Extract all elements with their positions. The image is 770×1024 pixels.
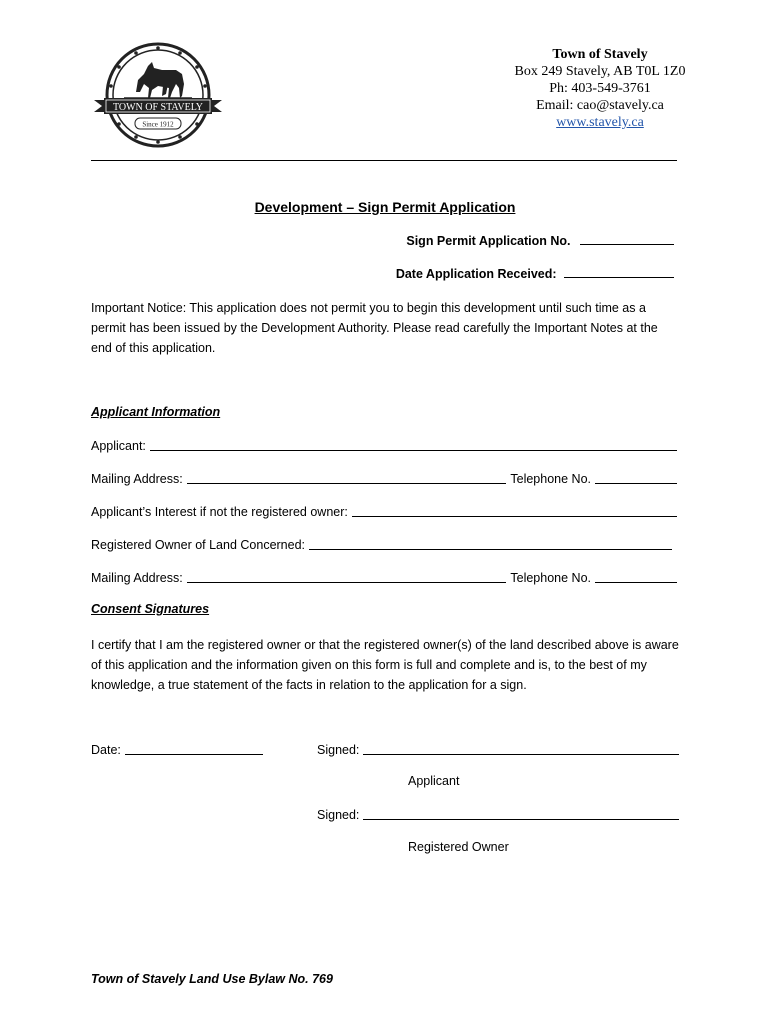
owner-mailing-address-input-line[interactable]: [187, 570, 507, 583]
contact-block: [480, 46, 720, 131]
logo-since-text: Since 1912: [142, 120, 174, 129]
applicant-field[interactable]: [91, 437, 677, 453]
applicant-input-line[interactable]: [150, 438, 677, 451]
application-number-label: Sign Permit Application No.: [406, 234, 571, 248]
owner-mailing-address-label: Mailing Address:: [91, 571, 183, 585]
form-title: Development – Sign Permit Application: [254, 199, 516, 215]
owner-mailing-address-field[interactable]: [91, 569, 677, 585]
applicant-interest-input-line[interactable]: [352, 504, 677, 517]
registered-owner-field[interactable]: [91, 536, 677, 552]
applicant-section-title: Applicant Information: [91, 405, 221, 419]
consent-section-title: Consent Signatures: [91, 602, 210, 616]
telephone-input-line[interactable]: [595, 471, 677, 484]
applicant-label: Applicant:: [91, 439, 146, 453]
mailing-address-input-line[interactable]: [187, 471, 507, 484]
org-address: Box 249 Stavely, AB T0L 1Z0: [514, 64, 686, 79]
town-logo: [92, 40, 224, 150]
date-input-line[interactable]: [125, 742, 263, 755]
footer-bylaw: Town of Stavely Land Use Bylaw No. 769: [91, 972, 333, 986]
application-number-field[interactable]: [406, 234, 674, 248]
owner-signature-field[interactable]: [317, 806, 679, 822]
applicant-signature-line[interactable]: [363, 742, 679, 755]
owner-signed-label: Signed:: [317, 808, 360, 822]
owner-telephone-label: Telephone No.: [510, 571, 591, 585]
date-received-label: Date Application Received:: [395, 267, 557, 281]
header-divider: [91, 160, 677, 161]
org-email: Email: cao@stavely.ca: [536, 98, 664, 113]
mailing-address-label: Mailing Address:: [91, 472, 183, 486]
owner-telephone-input-line[interactable]: [595, 570, 677, 583]
important-notice: Important Notice: This application does not permit you to begin this development until such time as a permit has been issued by the Development Authority. Please read carefully the Important Notes at the end of this application.: [91, 301, 658, 355]
registered-owner-caption: Registered Owner: [408, 840, 509, 854]
logo-banner-text: TOWN OF STAVELY: [112, 102, 204, 113]
applicant-caption: Applicant: [408, 774, 460, 788]
owner-signature-line[interactable]: [363, 807, 679, 820]
org-name: Town of Stavely: [552, 47, 648, 62]
applicant-interest-label: Applicant’s Interest if not the registered owner:: [91, 505, 348, 519]
date-field[interactable]: [91, 741, 263, 757]
org-website-link[interactable]: www.stavely.ca: [556, 115, 644, 130]
org-phone: Ph: 403-549-3761: [549, 81, 651, 96]
telephone-label: Telephone No.: [510, 472, 591, 486]
applicant-interest-field[interactable]: [91, 503, 677, 519]
date-label: Date:: [91, 743, 121, 757]
applicant-signed-label: Signed:: [317, 743, 360, 757]
date-received-field[interactable]: [396, 267, 674, 281]
applicant-signature-field[interactable]: [317, 741, 679, 757]
consent-statement: I certify that I am the registered owner or that the registered owner(s) of the land described above is aware of this application and the information given on this form is full and complete and is, to the best of my knowledge, a true statement of the facts in relation to the application for a sign.: [91, 638, 679, 692]
mailing-address-field[interactable]: [91, 470, 677, 486]
registered-owner-input-line[interactable]: [309, 537, 672, 550]
registered-owner-label: Registered Owner of Land Concerned:: [91, 538, 306, 552]
